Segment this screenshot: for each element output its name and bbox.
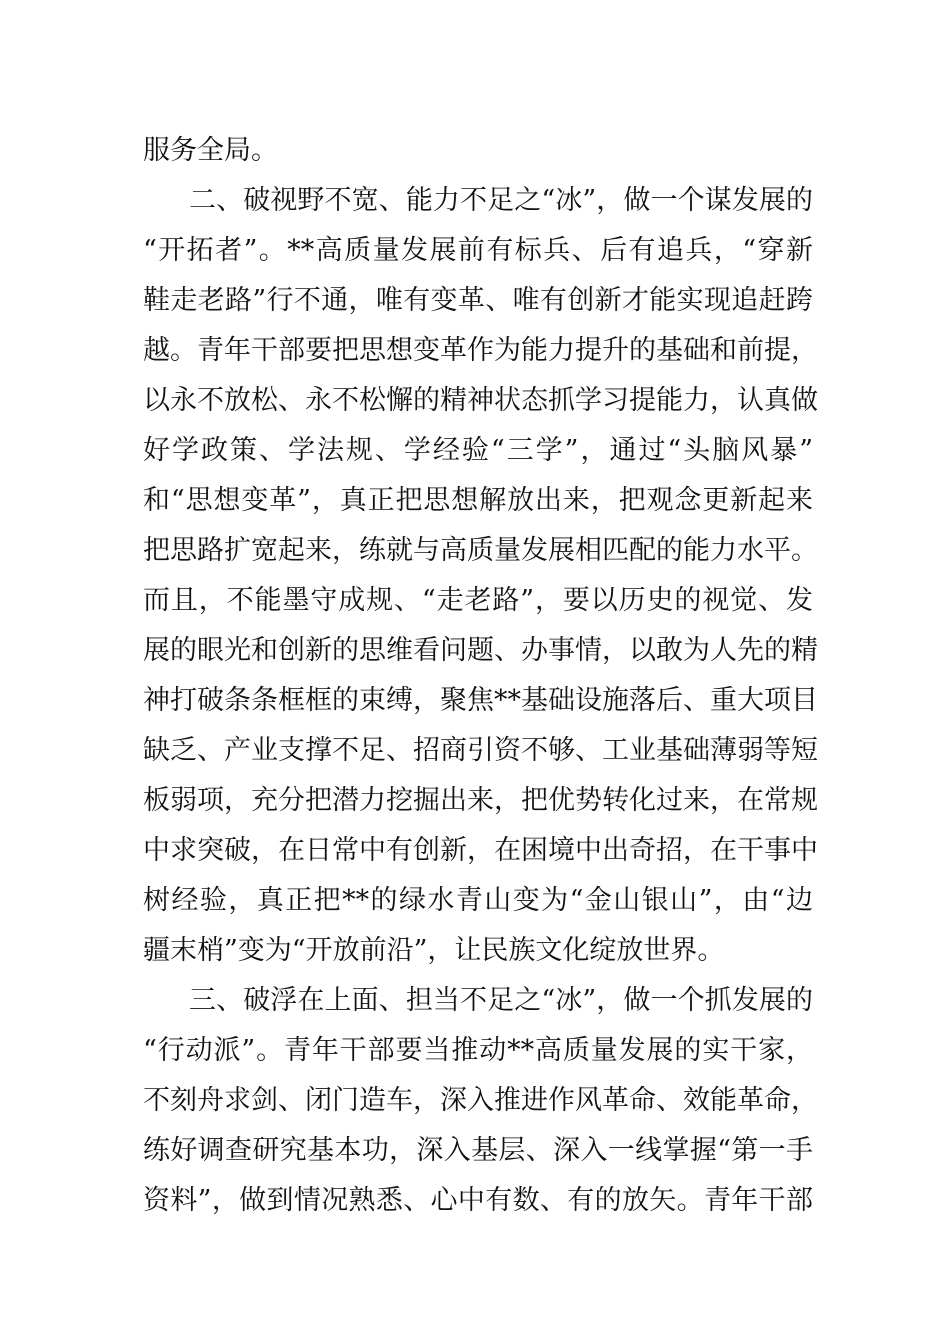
text-line: 而且，不能墨守成规、“走老路”，要以历史的视觉、发: [143, 585, 813, 616]
text-line: 板弱项，充分把潜力挖掘出来，把优势转化过来，在常规: [143, 785, 818, 816]
text-line: 服务全局。: [143, 135, 278, 166]
paragraph-heading-2: 二、破视野不宽、能力不足之“冰”，做一个谋发展的: [189, 185, 813, 216]
text-line: 越。青年干部要把思想变革作为能力提升的基础和前提，: [143, 335, 818, 366]
text-line: 把思路扩宽起来，练就与高质量发展相匹配的能力水平。: [143, 535, 818, 566]
text-line: 资料”，做到情况熟悉、心中有数、有的放矢。青年干部: [143, 1185, 813, 1216]
body-text: [143, 126, 818, 1226]
text-line: 和“思想变革”，真正把思想解放出来，把观念更新起来: [143, 485, 813, 516]
paragraph-heading-3: 三、破浮在上面、担当不足之“冰”，做一个抓发展的: [189, 985, 813, 1016]
text-line: 展的眼光和创新的思维看问题、办事情，以敢为人先的精: [143, 635, 818, 666]
text-line: “开拓者”。**高质量发展前有标兵、后有追兵，“穿新: [143, 235, 813, 266]
text-line: 树经验，真正把**的绿水青山变为“金山银山”，由“边: [143, 885, 813, 916]
text-line: 鞋走老路”行不通，唯有变革、唯有创新才能实现追赶跨: [143, 285, 813, 316]
text-line: 缺乏、产业支撑不足、招商引资不够、工业基础薄弱等短: [143, 735, 818, 766]
text-line: 疆末梢”变为“开放前沿”，让民族文化绽放世界。: [143, 935, 725, 966]
text-line: 以永不放松、永不松懈的精神状态抓学习提能力，认真做: [143, 385, 818, 416]
text-line: 好学政策、学法规、学经验“三学”，通过“头脑风暴”: [143, 435, 813, 466]
text-line: 练好调查研究基本功，深入基层、深入一线掌握“第一手: [143, 1135, 813, 1166]
text-line: 不刻舟求剑、闭门造车，深入推进作风革命、效能革命，: [143, 1085, 818, 1116]
text-line: “行动派”。青年干部要当推动**高质量发展的实干家，: [143, 1035, 813, 1066]
text-line: 中求突破，在日常中有创新，在困境中出奇招，在干事中: [143, 835, 818, 866]
text-line: 神打破条条框框的束缚，聚焦**基础设施落后、重大项目: [143, 685, 818, 716]
